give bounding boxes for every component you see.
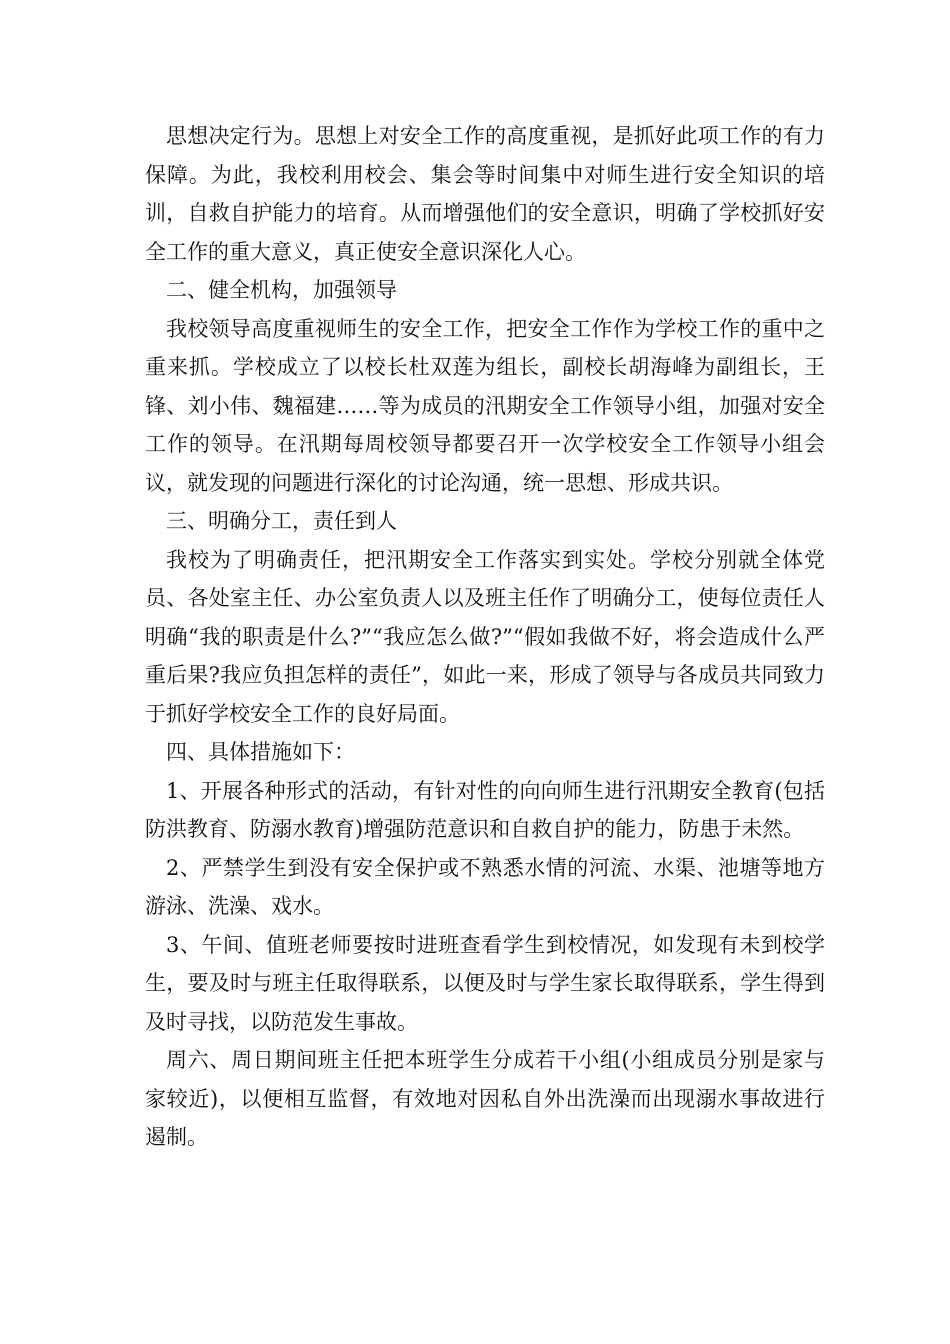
section-heading-organization: 二、健全机构，加强领导 (166, 278, 397, 302)
document-body (145, 117, 825, 1157)
measure-item-3: 3、午间、值班老师要按时进班查看学生到校情况，如发现有未到校学生，要及时与班主任取得联系，以便及时与学生家长取得联系，学生得到及时寻找，以防范发生事故。 (145, 932, 825, 1034)
paragraph-leadership: 我校领导高度重视师生的安全工作，把安全工作作为学校工作的重中之重来抓。学校成立了以校长杜双莲为组长，副校长胡海峰为副组长，王锋、刘小伟、魏福建……等为成员的汛期安全工作领导小组，加强对安全工作的领导。在汛期每周校领导都要召开一次学校安全工作领导小组会议，就发现的问题进行深化的讨论沟通，统一思想、形成共识。 (145, 316, 825, 495)
measure-item-1: 1、开展各种形式的活动，有针对性的向向师生进行汛期安全教育(包括防洪教育、防溺水教育)增强防范意识和自救自护的能力，防患于未然。 (145, 778, 825, 841)
measure-item-2: 2、严禁学生到没有安全保护或不熟悉水情的河流、水渠、池塘等地方游泳、洗澡、戏水。 (145, 855, 825, 918)
paragraph-weekend-groups: 周六、周日期间班主任把本班学生分成若干小组(小组成员分别是家与家较近)，以便相互监督，有效地对因私自外出洗澡而出现溺水事故进行遏制。 (145, 1048, 825, 1149)
section-heading-measures: 四、具体措施如下： (166, 740, 355, 764)
paragraph-ideology: 思想决定行为。思想上对安全工作的高度重视，是抓好此项工作的有力保障。为此，我校利用校会、集会等时间集中对师生进行安全知识的培训，自救自护能力的培育。从而增强他们的安全意识，明确了学校抓好安全工作的重大意义，真正使安全意识深化人心。 (145, 124, 825, 264)
section-heading-responsibility: 三、明确分工，责任到人 (166, 509, 397, 533)
paragraph-division-of-labor: 我校为了明确责任，把汛期安全工作落实到实处。学校分别就全体党员、各处室主任、办公室负责人以及班主任作了明确分工，使每位责任人明确“我的职责是什么?”“我应怎么做?”“假如我做不好，将会造成什么严重后果?我应负担怎样的责任”，如此一来，形成了领导与各成员共同致力于抓好学校安全工作的良好局面。 (145, 547, 825, 726)
